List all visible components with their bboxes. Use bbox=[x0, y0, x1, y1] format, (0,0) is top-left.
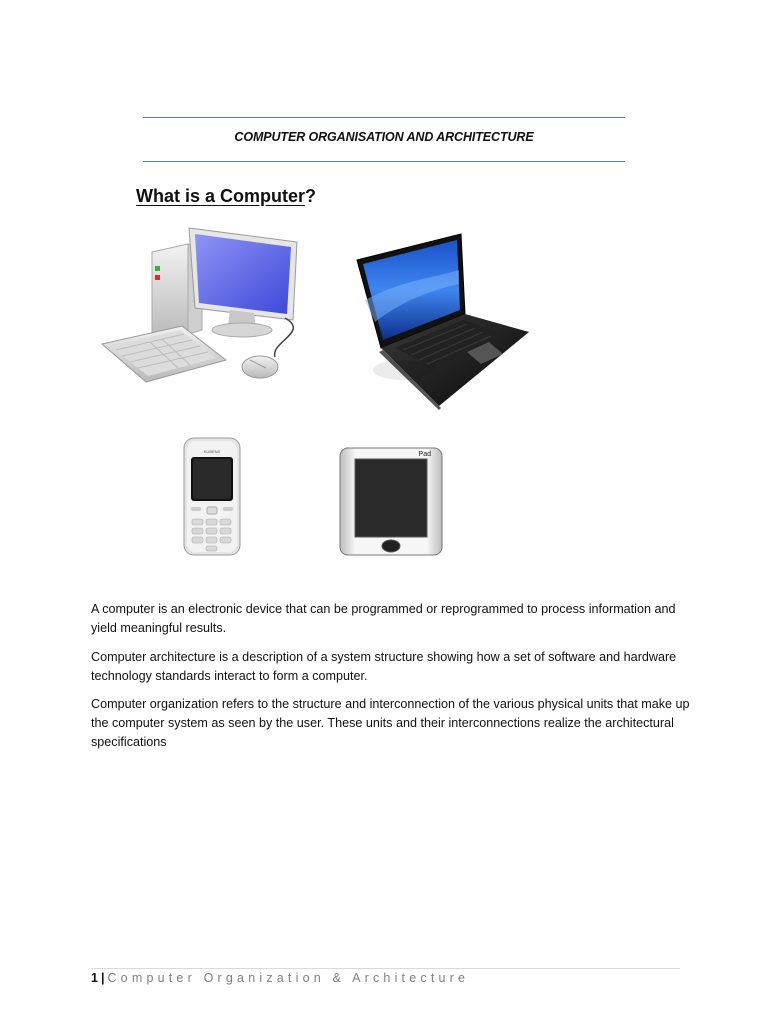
header-bottom-rule bbox=[143, 161, 625, 162]
paragraph-organization: Computer organization refers to the structure and interconnection of the various physical units that make up the computer system as seen by the user. These units and their interconnections realize the architectural specifications bbox=[91, 697, 690, 749]
tablet-illustration bbox=[339, 447, 443, 557]
page-footer bbox=[91, 971, 469, 985]
footer-rule bbox=[91, 968, 680, 969]
pad-label: Pad bbox=[418, 451, 431, 458]
paragraph-architecture: Computer architecture is a description of a system structure showing how a set of software and hardware technology standards interact to form a computer. bbox=[91, 650, 677, 683]
footer-title: Computer Organization & Architecture bbox=[107, 971, 470, 985]
header-top-rule bbox=[143, 117, 625, 118]
section-heading-punct: ? bbox=[305, 186, 317, 206]
paragraph-definition: A computer is an electronic device that can be programmed or reprogrammed to process information and yield meaningful results. bbox=[91, 602, 676, 635]
mobile-phone-illustration bbox=[183, 437, 241, 557]
desktop-computer-illustration bbox=[100, 222, 315, 387]
laptop-illustration bbox=[343, 230, 538, 410]
header-title: COMPUTER ORGANISATION AND ARCHITECTURE bbox=[234, 130, 534, 144]
section-heading bbox=[136, 186, 316, 207]
footer-separator: | bbox=[100, 971, 105, 985]
phone-brand-label: KUBENS bbox=[203, 449, 221, 454]
page-number: 1 bbox=[91, 971, 98, 985]
section-heading-text: What is a Computer bbox=[136, 186, 306, 206]
